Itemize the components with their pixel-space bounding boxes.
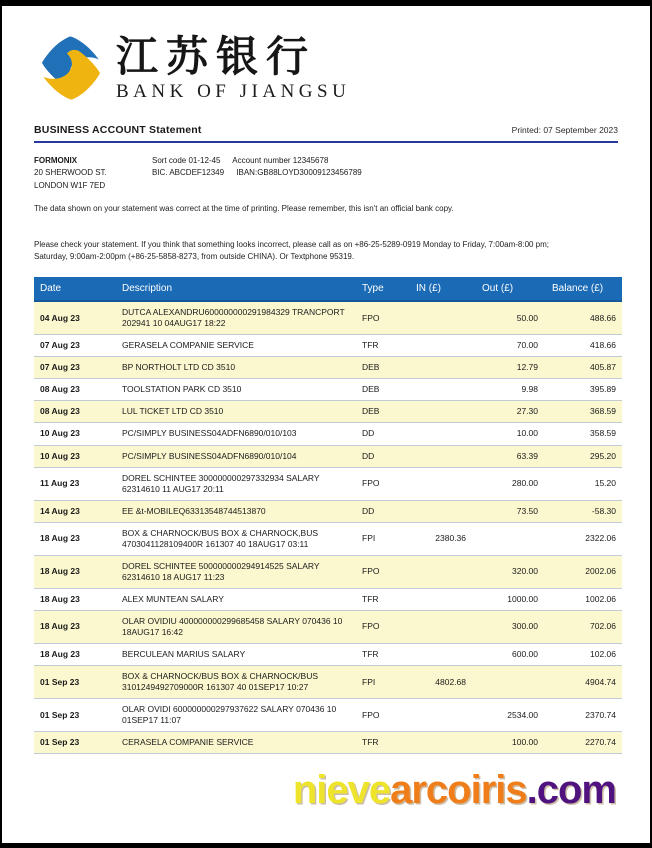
cell-type: FPO [358, 699, 412, 732]
cell-out: 9.98 [478, 379, 548, 401]
table-row [34, 588, 622, 610]
cell-date: 18 Aug 23 [34, 555, 118, 588]
transactions-table [34, 277, 622, 754]
account-holder-name: FORMONIX [34, 156, 78, 165]
cell-description: PC/SIMPLY BUSINESS04ADFN6890/010/104 [118, 445, 358, 467]
cell-type: FPI [358, 666, 412, 699]
cell-in [412, 699, 478, 732]
cell-date: 18 Aug 23 [34, 588, 118, 610]
cell-in [412, 445, 478, 467]
cell-in [412, 401, 478, 423]
table-row [34, 555, 622, 588]
header-row [34, 277, 622, 301]
cell-out: 12.79 [478, 357, 548, 379]
cell-balance: 4904.74 [548, 666, 622, 699]
cell-date: 10 Aug 23 [34, 445, 118, 467]
cell-out: 1000.00 [478, 588, 548, 610]
cell-type: FPO [358, 555, 412, 588]
cell-type: DD [358, 423, 412, 445]
cell-balance: 2270.74 [548, 732, 622, 754]
table-row [34, 666, 622, 699]
cell-balance: 15.20 [548, 467, 622, 500]
cell-in [412, 357, 478, 379]
cell-in [412, 644, 478, 666]
cell-balance: 358.59 [548, 423, 622, 445]
account-holder [34, 155, 152, 192]
sort-code-label: Sort code [152, 156, 187, 165]
table-row [34, 610, 622, 643]
bank-header [38, 32, 650, 104]
cell-date: 10 Aug 23 [34, 423, 118, 445]
cell-out [478, 666, 548, 699]
table-row [34, 445, 622, 467]
cell-out: 600.00 [478, 644, 548, 666]
bank-name-english: BANK OF JIANGSU [116, 81, 351, 103]
cell-description: CERASELA COMPANIE SERVICE [118, 732, 358, 754]
bank-logo-icon [38, 32, 104, 104]
cell-type: FPO [358, 301, 412, 335]
cell-in [412, 588, 478, 610]
cell-description: EE &t-MOBILEQ63313548744513870 [118, 500, 358, 522]
table-row [34, 357, 622, 379]
statement-title-row [34, 124, 618, 136]
cell-out: 100.00 [478, 732, 548, 754]
cell-out: 27.30 [478, 401, 548, 423]
account-number-label: Account number [232, 156, 291, 165]
cell-type: DEB [358, 357, 412, 379]
cell-type: FPO [358, 610, 412, 643]
cell-balance: 102.06 [548, 644, 622, 666]
cell-balance: 418.66 [548, 335, 622, 357]
cell-description: DUTCA ALEXANDRU600000000291984329 TRANCPORT 202941 10 04AUG17 18:22 [118, 301, 358, 335]
cell-date: 18 Aug 23 [34, 610, 118, 643]
cell-type: TFR [358, 732, 412, 754]
cell-out: 63.39 [478, 445, 548, 467]
cell-out: 70.00 [478, 335, 548, 357]
watermark [293, 768, 616, 813]
cell-in [412, 335, 478, 357]
transactions-header [34, 277, 622, 301]
watermark-part2: arcoiris [390, 768, 527, 812]
printed-date: Printed: 07 September 2023 [511, 125, 618, 135]
cell-date: 01 Sep 23 [34, 732, 118, 754]
account-details [152, 155, 362, 192]
bic-label: BIC. [152, 168, 168, 178]
iban-value: GB88LOYD30009123456789 [257, 168, 362, 178]
column-header-balance: Balance (£) [548, 277, 622, 301]
watermark-part3: .com [526, 768, 616, 812]
cell-balance: 295.20 [548, 445, 622, 467]
bank-names [116, 32, 350, 103]
cell-type: DEB [358, 401, 412, 423]
disclaimer-text: The data shown on your statement was correct at the time of printing. Please remember, this isn't an official bank copy. [34, 204, 454, 214]
table-row [34, 467, 622, 500]
cell-date: 04 Aug 23 [34, 301, 118, 335]
cell-in: 4802.68 [412, 666, 478, 699]
cell-balance: 488.66 [548, 301, 622, 335]
cell-type: TFR [358, 335, 412, 357]
cell-description: TOOLSTATION PARK CD 3510 [118, 379, 358, 401]
cell-type: FPO [358, 467, 412, 500]
bic-value: ABCDEF12349 [169, 168, 225, 178]
sort-code-line [152, 155, 362, 167]
cell-description: BOX & CHARNOCK/BUS BOX & CHARNOCK,BUS 4703041128109400R 161307 40 18AUG17 03:11 [118, 522, 358, 555]
account-number-value: 12345678 [292, 156, 329, 165]
cell-balance: 2322.06 [548, 522, 622, 555]
cell-in [412, 555, 478, 588]
table-row [34, 401, 622, 423]
cell-date: 07 Aug 23 [34, 335, 118, 357]
cell-description: ALEX MUNTEAN SALARY [118, 588, 358, 610]
cell-in [412, 379, 478, 401]
table-row [34, 522, 622, 555]
statement-title: BUSINESS ACCOUNT Statement [34, 124, 202, 136]
cell-in [412, 301, 478, 335]
table-row [34, 379, 622, 401]
cell-date: 11 Aug 23 [34, 467, 118, 500]
cell-out: 320.00 [478, 555, 548, 588]
cell-date: 07 Aug 23 [34, 357, 118, 379]
cell-date: 18 Aug 23 [34, 644, 118, 666]
bank-name-chinese: 江苏银行 [116, 32, 317, 81]
cell-in [412, 610, 478, 643]
cell-description: LUL TICKET LTD CD 3510 [118, 401, 358, 423]
cell-balance: 2370.74 [548, 699, 622, 732]
table-row [34, 644, 622, 666]
cell-balance: 405.87 [548, 357, 622, 379]
cell-out: 10.00 [478, 423, 548, 445]
account-holder-address1: 20 SHERWOOD ST. [34, 168, 107, 178]
cell-description: PC/SIMPLY BUSINESS04ADFN6890/010/103 [118, 423, 358, 445]
cell-type: TFR [358, 644, 412, 666]
cell-description: BERCULEAN MARIUS SALARY [118, 644, 358, 666]
cell-type: DEB [358, 379, 412, 401]
cell-out: 300.00 [478, 610, 548, 643]
cell-type: TFR [358, 588, 412, 610]
cell-type: DD [358, 500, 412, 522]
cell-balance: -58.30 [548, 500, 622, 522]
cell-out: 73.50 [478, 500, 548, 522]
cell-balance: 395.89 [548, 379, 622, 401]
cell-in: 2380.36 [412, 522, 478, 555]
table-row [34, 335, 622, 357]
cell-description: DOREL SCHINTEE 500000000294914525 SALARY 62314610 18 AUG17 11:23 [118, 555, 358, 588]
cell-out: 50.00 [478, 301, 548, 335]
cell-in [412, 467, 478, 500]
watermark-part1: nieve [292, 768, 391, 812]
cell-date: 14 Aug 23 [34, 500, 118, 522]
bic-iban-line [152, 167, 362, 179]
table-row [34, 500, 622, 522]
column-header-description: Description [118, 277, 358, 301]
cell-in [412, 500, 478, 522]
cell-balance: 702.06 [548, 610, 622, 643]
cell-date: 08 Aug 23 [34, 379, 118, 401]
column-header-in: IN (£) [412, 277, 478, 301]
cell-balance: 2002.06 [548, 555, 622, 588]
transactions-body [34, 301, 622, 754]
cell-date: 08 Aug 23 [34, 401, 118, 423]
cell-out [478, 522, 548, 555]
cell-balance: 368.59 [548, 401, 622, 423]
table-row [34, 301, 622, 335]
cell-description: OLAR OVIDIU 400000000299685458 SALARY 070436 10 18AUG17 16:42 [118, 610, 358, 643]
table-row [34, 699, 622, 732]
column-header-date: Date [34, 277, 118, 301]
cell-out: 2534.00 [478, 699, 548, 732]
cell-in [412, 732, 478, 754]
cell-description: BOX & CHARNOCK/BUS BOX & CHARNOCK/BUS 3101249492709000R 161307 40 01SEP17 10:27 [118, 666, 358, 699]
table-row [34, 732, 622, 754]
cell-date: 01 Sep 23 [34, 699, 118, 732]
cell-date: 01 Sep 23 [34, 666, 118, 699]
column-header-out: Out (£) [478, 277, 548, 301]
iban-label: IBAN: [236, 168, 258, 178]
cell-out: 280.00 [478, 467, 548, 500]
cell-type: FPI [358, 522, 412, 555]
cell-date: 18 Aug 23 [34, 522, 118, 555]
account-info [34, 155, 618, 192]
column-header-type: Type [358, 277, 412, 301]
cell-description: OLAR OVIDI 600000000297937622 SALARY 070436 10 01SEP17 11:07 [118, 699, 358, 732]
table-row [34, 423, 622, 445]
header-divider [34, 141, 618, 143]
cell-in [412, 423, 478, 445]
cell-balance: 1002.06 [548, 588, 622, 610]
help-text: Please check your statement. If you think that something looks incorrect, please call as on +86-25-5289-0919 Monday to Friday, 7:00am-8:00 pm; Saturday, 9:00am-2:00pm (+86-25-5858-8273, from outside CHINA). Or Textphone 95319. [34, 240, 550, 262]
cell-type: DD [358, 445, 412, 467]
account-holder-address2: LONDON W1F 7ED [34, 180, 106, 190]
cell-description: BP NORTHOLT LTD CD 3510 [118, 357, 358, 379]
sort-code-value: 01-12-45 [188, 156, 221, 165]
cell-description: DOREL SCHINTEE 300000000297332934 SALARY 62314610 11 AUG17 20:11 [118, 467, 358, 500]
cell-description: GERASELA COMPANIE SERVICE [118, 335, 358, 357]
